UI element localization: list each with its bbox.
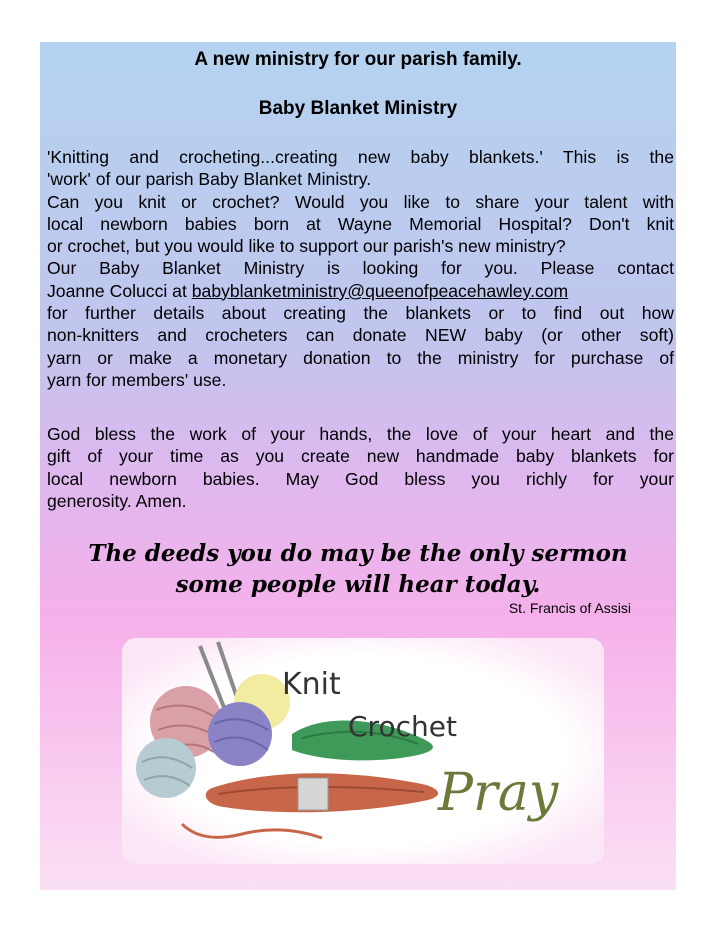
intro-paragraph [47, 146, 674, 391]
crochet-word: Crochet [348, 710, 457, 743]
paragraph-line: 'Knitting and crocheting...creating new baby blankets.' This is the [47, 147, 674, 167]
paragraph-line: generosity. Amen. [47, 490, 187, 511]
ministry-title: Baby Blanket Ministry [258, 98, 458, 119]
contact-line [47, 280, 674, 302]
knit-word: Knit [282, 667, 341, 702]
quote-line-1: The deeds you do may be the only sermon [88, 540, 628, 567]
paragraph-line: for further details about creating the blankets or to find out how [47, 303, 674, 324]
quote-attribution: St. Francis of Assisi [508, 600, 631, 616]
quote-line-2: some people will hear today. [175, 571, 541, 598]
flyer [40, 42, 676, 890]
paragraph-line: Our Baby Blanket Ministry is looking for you. Please contact [47, 258, 674, 279]
contact-name: Joanne Colucci at [47, 280, 192, 301]
paragraph-line: non-knitters and crocheters can donate NEW baby (or other soft) [47, 325, 674, 346]
page-heading: A new ministry for our parish family. [194, 49, 522, 70]
blessing-paragraph [47, 423, 674, 512]
paragraph-line: local newborn babies born at Wayne Memorial Hospital? Don't knit [47, 213, 674, 234]
paragraph-line: 'work' of our parish Baby Blanket Ministry. [47, 169, 372, 190]
pray-word: Pray [438, 763, 559, 823]
knit-crochet-pray-artwork [122, 638, 604, 864]
skein-label-icon [298, 778, 328, 810]
purple-yarn-ball-icon [208, 702, 272, 766]
paragraph-line: yarn for members' use. [47, 369, 227, 390]
blue-yarn-ball-icon [136, 738, 196, 798]
paragraph-line: yarn or make a monetary donation to the ministry for purchase of [47, 347, 674, 368]
email-link[interactable]: babyblanketministry@queenofpeacehawley.com [191, 280, 569, 301]
paragraph-line: local newborn babies. May God bless you richly for your [47, 468, 674, 489]
paragraph-line: or crochet, but you would like to support our parish's new ministry? [47, 236, 566, 257]
paragraph-line: God bless the work of your hands, the love of your heart and the [47, 424, 674, 444]
paragraph-line: gift of your time as you create new handmade baby blankets for [47, 446, 674, 467]
paragraph-line: Can you knit or crochet? Would you like to share your talent with [47, 191, 674, 212]
